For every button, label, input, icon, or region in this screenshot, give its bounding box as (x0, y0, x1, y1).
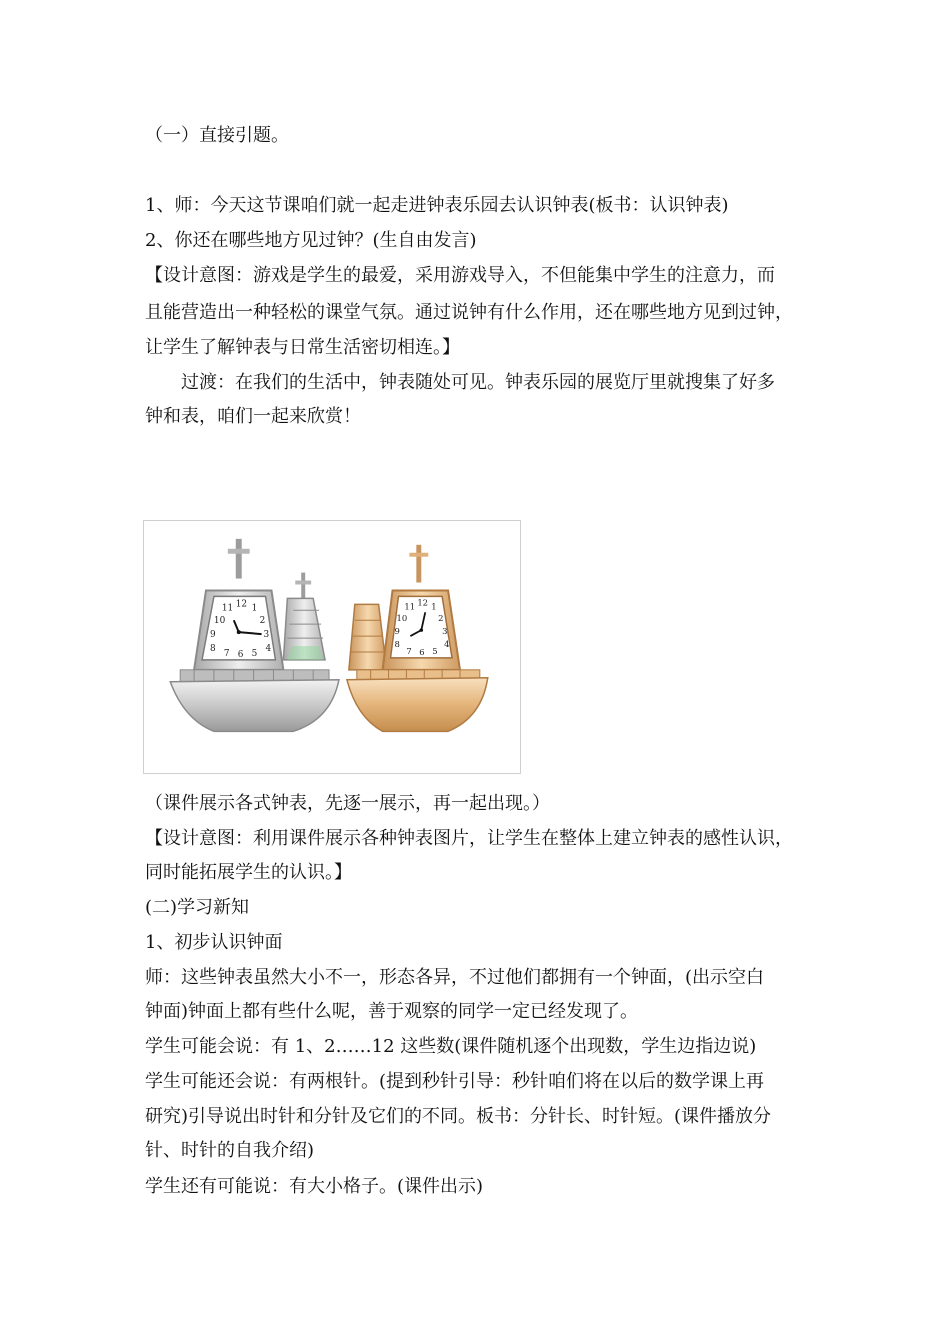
figure-caption: （课件展示各式钟表，先逐一展示，再一起出现。） (145, 793, 550, 814)
design-intent-2-line-2: 同时能拓展学生的认识。】 (145, 862, 352, 883)
gold-clock-num-11: 11 (404, 601, 416, 612)
teacher-line-2: 钟面)钟面上都有些什么呢，善于观察的同学一定已经发现了。 (145, 1001, 639, 1022)
gold-clock-num-8: 8 (394, 639, 400, 649)
gold-clock-num-9: 9 (394, 626, 400, 637)
silver-ship-clock (170, 539, 339, 731)
gold-clock-num-4: 4 (444, 639, 450, 649)
silver-clock-num-12: 12 (235, 599, 248, 610)
transition-line-1: 过渡：在我们的生活中，钟表随处可见。钟表乐园的展览厅里就搜集了好多 (181, 372, 775, 393)
silver-clock-num-10: 10 (213, 616, 226, 627)
section-heading-1: （一）直接引题。 (145, 125, 289, 146)
silver-clock-num-3: 3 (263, 630, 270, 641)
gold-clock-num-10: 10 (396, 613, 408, 624)
transition-line-2: 钟和表，咱们一起来欣赏！ (145, 406, 361, 427)
subheading-1: 1、初步认识钟面 (145, 932, 283, 953)
teacher-line-1: 师：这些钟表虽然大小不一，形态各异，不过他们都拥有一个钟面，(出示空白 (145, 967, 765, 988)
gold-clock-num-6: 6 (419, 646, 425, 657)
gold-clock-num-2: 2 (438, 613, 444, 624)
gold-clock-num-5: 5 (432, 645, 438, 656)
clock-ships-image (143, 520, 521, 774)
silver-clock-num-9: 9 (209, 630, 216, 641)
student-line-3: 学生还有可能说：有大小格子。(课件出示) (145, 1176, 484, 1197)
silver-clock-num-11: 11 (221, 603, 234, 614)
silver-clock-num-4: 4 (265, 643, 272, 654)
silver-clock-num-7: 7 (223, 648, 230, 659)
gold-clock-num-1: 1 (431, 601, 437, 612)
design-intent-1-line-1: 【设计意图：游戏是学生的最爱，采用游戏导入，不但能集中学生的注意力，而 (145, 265, 775, 286)
gold-clock-num-12: 12 (417, 597, 429, 608)
section-heading-2: (二)学习新知 (145, 897, 250, 918)
design-intent-1-line-2: 且能营造出一种轻松的课堂气氛。通过说钟有什么作用，还在哪些地方见到过钟， (145, 302, 793, 323)
silver-clock-num-1: 1 (251, 603, 258, 614)
gold-clock-num-3: 3 (442, 626, 448, 637)
design-intent-1-line-3: 让学生了解钟表与日常生活密切相连。】 (145, 337, 460, 358)
design-intent-2-line-1: 【设计意图：利用课件展示各种钟表图片，让学生在整体上建立钟表的感性认识， (145, 828, 793, 849)
student2-line-3: 针、时针的自我介绍) (145, 1140, 315, 1161)
gold-ship-clock (347, 545, 488, 732)
student2-line-1: 学生可能还会说：有两根针。(提到秒针引导：秒针咱们将在以后的数学课上再 (145, 1071, 765, 1092)
paragraph-1: 1、师：今天这节课咱们就一起走进钟表乐园去认识钟表(板书：认识钟表) (145, 195, 729, 216)
silver-clock-num-2: 2 (259, 616, 266, 627)
silver-clock-num-5: 5 (251, 648, 258, 659)
silver-clock-num-8: 8 (209, 643, 216, 654)
silver-clock-num-6: 6 (237, 649, 244, 660)
paragraph-2: 2、你还在哪些地方见过钟？(生自由发言) (145, 230, 477, 251)
student-line-1: 学生可能会说：有 1、2……12 这些数(课件随机逐个出现数，学生边指边说) (145, 1036, 757, 1057)
student2-line-2: 研究)引导说出时针和分针及它们的不同。板书：分针长、时针短。(课件播放分 (145, 1106, 772, 1127)
gold-clock-num-7: 7 (406, 645, 412, 656)
